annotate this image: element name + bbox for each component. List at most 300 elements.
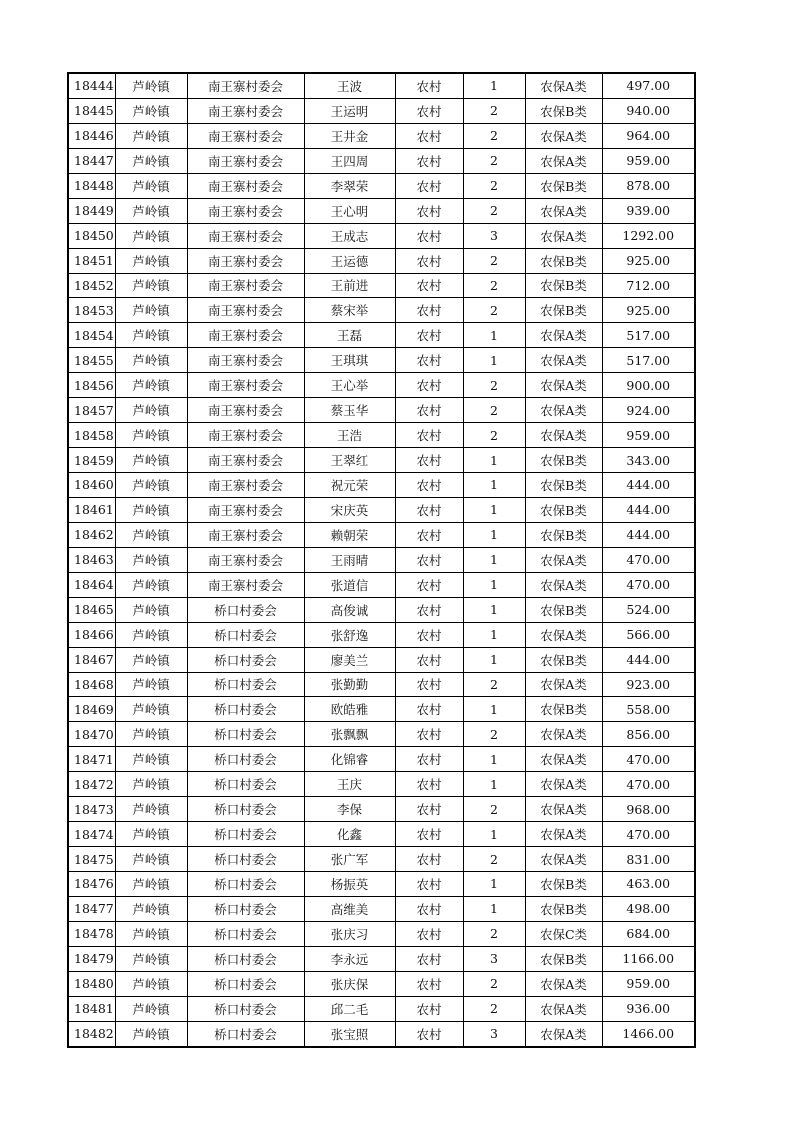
cell-type: 农村: [395, 872, 463, 897]
cell-name: 高维美: [304, 896, 395, 921]
table-row: [68, 822, 695, 847]
table-row: [68, 348, 695, 373]
cell-town: 芦岭镇: [115, 73, 187, 98]
cell-id: 18450: [68, 223, 115, 248]
cell-type: 农村: [395, 522, 463, 547]
cell-amount: 517.00: [602, 348, 695, 373]
cell-id: 18473: [68, 797, 115, 822]
cell-category: 农保A类: [525, 971, 602, 996]
cell-type: 农村: [395, 772, 463, 797]
cell-name: 化鑫: [304, 822, 395, 847]
cell-category: 农保A类: [525, 622, 602, 647]
cell-household-size: 1: [463, 572, 525, 597]
cell-name: 张勤勤: [304, 672, 395, 697]
cell-amount: 498.00: [602, 896, 695, 921]
cell-household-size: 1: [463, 647, 525, 672]
cell-household-size: 1: [463, 522, 525, 547]
cell-amount: 444.00: [602, 647, 695, 672]
cell-amount: 470.00: [602, 822, 695, 847]
cell-household-size: 2: [463, 398, 525, 423]
cell-type: 农村: [395, 996, 463, 1021]
cell-village: 南王寨村委会: [187, 473, 304, 498]
cell-type: 农村: [395, 123, 463, 148]
cell-category: 农保B类: [525, 173, 602, 198]
cell-village: 南王寨村委会: [187, 522, 304, 547]
cell-village: 桥口村委会: [187, 872, 304, 897]
cell-name: 化锦睿: [304, 747, 395, 772]
cell-town: 芦岭镇: [115, 597, 187, 622]
cell-name: 李保: [304, 797, 395, 822]
cell-household-size: 2: [463, 971, 525, 996]
records-table: [67, 72, 696, 1048]
cell-amount: 964.00: [602, 123, 695, 148]
cell-id: 18472: [68, 772, 115, 797]
cell-town: 芦岭镇: [115, 473, 187, 498]
cell-village: 南王寨村委会: [187, 398, 304, 423]
cell-name: 王井金: [304, 123, 395, 148]
table-row: [68, 772, 695, 797]
cell-id: 18449: [68, 198, 115, 223]
cell-village: 桥口村委会: [187, 822, 304, 847]
cell-amount: 684.00: [602, 921, 695, 946]
cell-village: 桥口村委会: [187, 847, 304, 872]
cell-household-size: 1: [463, 497, 525, 522]
cell-village: 南王寨村委会: [187, 73, 304, 98]
cell-name: 王翠红: [304, 448, 395, 473]
cell-id: 18475: [68, 847, 115, 872]
cell-household-size: 1: [463, 73, 525, 98]
cell-name: 王四周: [304, 148, 395, 173]
table-row: [68, 497, 695, 522]
table-row: [68, 173, 695, 198]
cell-town: 芦岭镇: [115, 647, 187, 672]
cell-town: 芦岭镇: [115, 847, 187, 872]
cell-village: 桥口村委会: [187, 921, 304, 946]
cell-household-size: 3: [463, 1021, 525, 1046]
cell-category: 农保B类: [525, 248, 602, 273]
cell-amount: 497.00: [602, 73, 695, 98]
cell-amount: 959.00: [602, 148, 695, 173]
cell-household-size: 2: [463, 123, 525, 148]
cell-name: 蔡宋举: [304, 298, 395, 323]
cell-town: 芦岭镇: [115, 323, 187, 348]
table-row: [68, 223, 695, 248]
table-row: [68, 896, 695, 921]
cell-household-size: 2: [463, 273, 525, 298]
cell-category: 农保A类: [525, 148, 602, 173]
cell-household-size: 2: [463, 373, 525, 398]
cell-category: 农保B类: [525, 597, 602, 622]
cell-type: 农村: [395, 398, 463, 423]
cell-id: 18459: [68, 448, 115, 473]
cell-town: 芦岭镇: [115, 872, 187, 897]
cell-town: 芦岭镇: [115, 522, 187, 547]
cell-name: 杨振英: [304, 872, 395, 897]
cell-type: 农村: [395, 448, 463, 473]
cell-town: 芦岭镇: [115, 772, 187, 797]
cell-town: 芦岭镇: [115, 173, 187, 198]
cell-amount: 878.00: [602, 173, 695, 198]
table-row: [68, 847, 695, 872]
table-row: [68, 996, 695, 1021]
cell-type: 农村: [395, 547, 463, 572]
table-row: [68, 872, 695, 897]
cell-household-size: 2: [463, 248, 525, 273]
cell-village: 桥口村委会: [187, 747, 304, 772]
table-row: [68, 248, 695, 273]
cell-name: 张庆习: [304, 921, 395, 946]
cell-household-size: 1: [463, 448, 525, 473]
cell-name: 蔡玉华: [304, 398, 395, 423]
cell-amount: 444.00: [602, 522, 695, 547]
cell-town: 芦岭镇: [115, 223, 187, 248]
cell-id: 18458: [68, 423, 115, 448]
cell-type: 农村: [395, 896, 463, 921]
cell-household-size: 1: [463, 547, 525, 572]
cell-household-size: 2: [463, 423, 525, 448]
cell-town: 芦岭镇: [115, 971, 187, 996]
cell-town: 芦岭镇: [115, 946, 187, 971]
cell-category: 农保C类: [525, 921, 602, 946]
cell-village: 南王寨村委会: [187, 323, 304, 348]
cell-type: 农村: [395, 173, 463, 198]
cell-village: 桥口村委会: [187, 722, 304, 747]
table-row: [68, 672, 695, 697]
cell-type: 农村: [395, 148, 463, 173]
cell-category: 农保B类: [525, 298, 602, 323]
cell-amount: 925.00: [602, 298, 695, 323]
cell-amount: 1166.00: [602, 946, 695, 971]
cell-type: 农村: [395, 423, 463, 448]
cell-household-size: 1: [463, 697, 525, 722]
cell-amount: 968.00: [602, 797, 695, 822]
cell-amount: 444.00: [602, 497, 695, 522]
cell-amount: 712.00: [602, 273, 695, 298]
cell-village: 南王寨村委会: [187, 198, 304, 223]
cell-type: 农村: [395, 473, 463, 498]
cell-type: 农村: [395, 273, 463, 298]
cell-town: 芦岭镇: [115, 423, 187, 448]
cell-village: 桥口村委会: [187, 797, 304, 822]
cell-village: 南王寨村委会: [187, 423, 304, 448]
cell-village: 南王寨村委会: [187, 497, 304, 522]
cell-household-size: 2: [463, 921, 525, 946]
cell-name: 张宝照: [304, 1021, 395, 1046]
cell-category: 农保A类: [525, 572, 602, 597]
cell-household-size: 1: [463, 896, 525, 921]
cell-name: 王波: [304, 73, 395, 98]
cell-category: 农保A类: [525, 547, 602, 572]
cell-household-size: 3: [463, 946, 525, 971]
table-row: [68, 273, 695, 298]
cell-amount: 470.00: [602, 747, 695, 772]
cell-amount: 470.00: [602, 772, 695, 797]
cell-village: 桥口村委会: [187, 946, 304, 971]
cell-category: 农保B类: [525, 946, 602, 971]
cell-type: 农村: [395, 348, 463, 373]
cell-amount: 524.00: [602, 597, 695, 622]
cell-name: 李永远: [304, 946, 395, 971]
cell-amount: 343.00: [602, 448, 695, 473]
table-row: [68, 73, 695, 98]
cell-amount: 936.00: [602, 996, 695, 1021]
cell-village: 南王寨村委会: [187, 273, 304, 298]
table-row: [68, 921, 695, 946]
cell-household-size: 1: [463, 822, 525, 847]
cell-village: 南王寨村委会: [187, 373, 304, 398]
table-row: [68, 123, 695, 148]
cell-type: 农村: [395, 672, 463, 697]
cell-household-size: 1: [463, 747, 525, 772]
table-row: [68, 323, 695, 348]
cell-village: 桥口村委会: [187, 971, 304, 996]
cell-household-size: 3: [463, 223, 525, 248]
cell-amount: 470.00: [602, 547, 695, 572]
cell-id: 18480: [68, 971, 115, 996]
cell-village: 南王寨村委会: [187, 98, 304, 123]
cell-category: 农保A类: [525, 747, 602, 772]
cell-village: 南王寨村委会: [187, 572, 304, 597]
cell-village: 南王寨村委会: [187, 448, 304, 473]
cell-category: 农保A类: [525, 123, 602, 148]
cell-id: 18469: [68, 697, 115, 722]
cell-amount: 940.00: [602, 98, 695, 123]
cell-village: 桥口村委会: [187, 672, 304, 697]
cell-id: 18451: [68, 248, 115, 273]
cell-id: 18470: [68, 722, 115, 747]
cell-town: 芦岭镇: [115, 98, 187, 123]
cell-amount: 444.00: [602, 473, 695, 498]
cell-type: 农村: [395, 248, 463, 273]
cell-id: 18460: [68, 473, 115, 498]
cell-name: 张道信: [304, 572, 395, 597]
cell-id: 18462: [68, 522, 115, 547]
cell-name: 邱二毛: [304, 996, 395, 1021]
cell-name: 廖美兰: [304, 647, 395, 672]
cell-category: 农保B类: [525, 872, 602, 897]
cell-category: 农保B类: [525, 896, 602, 921]
cell-town: 芦岭镇: [115, 373, 187, 398]
cell-amount: 1466.00: [602, 1021, 695, 1046]
cell-town: 芦岭镇: [115, 921, 187, 946]
table-row: [68, 398, 695, 423]
cell-amount: 856.00: [602, 722, 695, 747]
cell-type: 农村: [395, 722, 463, 747]
cell-town: 芦岭镇: [115, 348, 187, 373]
cell-id: 18467: [68, 647, 115, 672]
cell-town: 芦岭镇: [115, 747, 187, 772]
table-row: [68, 597, 695, 622]
cell-id: 18466: [68, 622, 115, 647]
cell-town: 芦岭镇: [115, 273, 187, 298]
cell-amount: 925.00: [602, 248, 695, 273]
cell-name: 王心明: [304, 198, 395, 223]
cell-id: 18482: [68, 1021, 115, 1046]
table-row: [68, 647, 695, 672]
cell-category: 农保A类: [525, 323, 602, 348]
cell-name: 王琪琪: [304, 348, 395, 373]
cell-town: 芦岭镇: [115, 822, 187, 847]
cell-household-size: 1: [463, 622, 525, 647]
cell-village: 桥口村委会: [187, 772, 304, 797]
cell-town: 芦岭镇: [115, 198, 187, 223]
cell-category: 农保A类: [525, 348, 602, 373]
cell-category: 农保A类: [525, 198, 602, 223]
cell-type: 农村: [395, 73, 463, 98]
cell-name: 张飘飘: [304, 722, 395, 747]
table-row: [68, 722, 695, 747]
table-row: [68, 622, 695, 647]
cell-category: 农保A类: [525, 847, 602, 872]
cell-household-size: 2: [463, 173, 525, 198]
cell-village: 桥口村委会: [187, 896, 304, 921]
cell-amount: 959.00: [602, 423, 695, 448]
cell-type: 农村: [395, 223, 463, 248]
cell-category: 农保B类: [525, 697, 602, 722]
cell-village: 南王寨村委会: [187, 148, 304, 173]
cell-amount: 939.00: [602, 198, 695, 223]
cell-household-size: 2: [463, 148, 525, 173]
table-row: [68, 298, 695, 323]
cell-type: 农村: [395, 373, 463, 398]
table-row: [68, 522, 695, 547]
table-row: [68, 473, 695, 498]
cell-category: 农保B类: [525, 497, 602, 522]
cell-village: 南王寨村委会: [187, 223, 304, 248]
cell-household-size: 2: [463, 847, 525, 872]
cell-category: 农保A类: [525, 1021, 602, 1046]
cell-type: 农村: [395, 697, 463, 722]
table-row: [68, 747, 695, 772]
cell-type: 农村: [395, 747, 463, 772]
cell-name: 高俊诚: [304, 597, 395, 622]
cell-name: 王浩: [304, 423, 395, 448]
table-body: [68, 73, 695, 1047]
cell-type: 农村: [395, 921, 463, 946]
cell-name: 祝元荣: [304, 473, 395, 498]
cell-category: 农保A类: [525, 672, 602, 697]
cell-type: 农村: [395, 497, 463, 522]
cell-id: 18479: [68, 946, 115, 971]
cell-village: 南王寨村委会: [187, 547, 304, 572]
cell-id: 18457: [68, 398, 115, 423]
cell-household-size: 2: [463, 722, 525, 747]
cell-household-size: 1: [463, 348, 525, 373]
cell-village: 桥口村委会: [187, 647, 304, 672]
cell-id: 18477: [68, 896, 115, 921]
cell-id: 18471: [68, 747, 115, 772]
cell-town: 芦岭镇: [115, 797, 187, 822]
cell-village: 桥口村委会: [187, 597, 304, 622]
table-row: [68, 448, 695, 473]
cell-id: 18447: [68, 148, 115, 173]
cell-type: 农村: [395, 822, 463, 847]
table-row: [68, 198, 695, 223]
cell-village: 南王寨村委会: [187, 173, 304, 198]
table-row: [68, 572, 695, 597]
cell-town: 芦岭镇: [115, 697, 187, 722]
cell-town: 芦岭镇: [115, 572, 187, 597]
cell-amount: 470.00: [602, 572, 695, 597]
cell-name: 王运德: [304, 248, 395, 273]
cell-household-size: 1: [463, 323, 525, 348]
cell-town: 芦岭镇: [115, 298, 187, 323]
cell-name: 宋庆英: [304, 497, 395, 522]
cell-town: 芦岭镇: [115, 722, 187, 747]
cell-name: 赖朝荣: [304, 522, 395, 547]
cell-name: 王运明: [304, 98, 395, 123]
cell-household-size: 1: [463, 872, 525, 897]
table-row: [68, 971, 695, 996]
cell-amount: 566.00: [602, 622, 695, 647]
cell-household-size: 1: [463, 772, 525, 797]
cell-name: 张庆保: [304, 971, 395, 996]
table-row: [68, 148, 695, 173]
cell-town: 芦岭镇: [115, 448, 187, 473]
cell-household-size: 2: [463, 198, 525, 223]
cell-category: 农保B类: [525, 473, 602, 498]
cell-village: 南王寨村委会: [187, 298, 304, 323]
cell-id: 18444: [68, 73, 115, 98]
cell-amount: 924.00: [602, 398, 695, 423]
cell-type: 农村: [395, 622, 463, 647]
cell-id: 18461: [68, 497, 115, 522]
cell-category: 农保A类: [525, 373, 602, 398]
cell-category: 农保B类: [525, 273, 602, 298]
table-row: [68, 946, 695, 971]
cell-type: 农村: [395, 946, 463, 971]
cell-category: 农保B类: [525, 98, 602, 123]
cell-category: 农保B类: [525, 522, 602, 547]
table-row: [68, 423, 695, 448]
cell-name: 王庆: [304, 772, 395, 797]
cell-id: 18455: [68, 348, 115, 373]
table-row: [68, 1021, 695, 1046]
cell-amount: 558.00: [602, 697, 695, 722]
cell-category: 农保A类: [525, 797, 602, 822]
cell-id: 18456: [68, 373, 115, 398]
cell-id: 18465: [68, 597, 115, 622]
cell-id: 18454: [68, 323, 115, 348]
cell-household-size: 1: [463, 473, 525, 498]
cell-town: 芦岭镇: [115, 248, 187, 273]
cell-name: 张舒逸: [304, 622, 395, 647]
cell-id: 18453: [68, 298, 115, 323]
cell-type: 农村: [395, 971, 463, 996]
cell-type: 农村: [395, 1021, 463, 1046]
cell-name: 王前进: [304, 273, 395, 298]
cell-amount: 1292.00: [602, 223, 695, 248]
cell-type: 农村: [395, 597, 463, 622]
cell-type: 农村: [395, 572, 463, 597]
cell-name: 王成志: [304, 223, 395, 248]
cell-type: 农村: [395, 198, 463, 223]
cell-name: 欧皓雅: [304, 697, 395, 722]
cell-town: 芦岭镇: [115, 622, 187, 647]
cell-household-size: 2: [463, 298, 525, 323]
cell-id: 18476: [68, 872, 115, 897]
cell-village: 南王寨村委会: [187, 123, 304, 148]
cell-type: 农村: [395, 647, 463, 672]
cell-town: 芦岭镇: [115, 148, 187, 173]
cell-type: 农村: [395, 797, 463, 822]
cell-town: 芦岭镇: [115, 547, 187, 572]
cell-type: 农村: [395, 847, 463, 872]
table-row: [68, 797, 695, 822]
cell-town: 芦岭镇: [115, 672, 187, 697]
cell-category: 农保A类: [525, 223, 602, 248]
cell-category: 农保A类: [525, 772, 602, 797]
